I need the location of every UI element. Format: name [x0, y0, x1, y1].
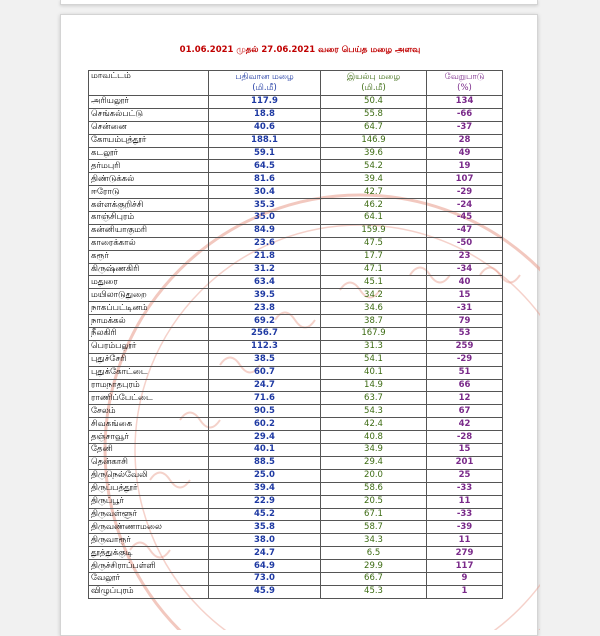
table-row [89, 405, 503, 418]
table-row [89, 534, 503, 547]
normal-rainfall-cell: 64.7 [321, 121, 427, 134]
actual-rainfall-cell: 256.7 [209, 328, 321, 341]
normal-rainfall-cell: 45.1 [321, 276, 427, 289]
deviation-cell: 28 [427, 134, 503, 147]
table-row [89, 560, 503, 573]
deviation-cell: -66 [427, 108, 503, 121]
district-cell: புதுச்சேரி [89, 353, 209, 366]
actual-rainfall-cell: 38.5 [209, 353, 321, 366]
normal-rainfall-cell: 29.4 [321, 456, 427, 469]
district-cell: மயிலாடுதுறை [89, 289, 209, 302]
deviation-cell: -37 [427, 121, 503, 134]
table-row [89, 431, 503, 444]
normal-rainfall-cell: 38.7 [321, 315, 427, 328]
district-cell: தூத்துக்குடி [89, 547, 209, 560]
table-row [89, 444, 503, 457]
actual-rainfall-cell: 188.1 [209, 134, 321, 147]
district-cell: கன்னியாகுமரி [89, 224, 209, 237]
district-cell: சேலம் [89, 405, 209, 418]
previous-page-edge [60, 0, 538, 5]
actual-rainfall-cell: 38.0 [209, 534, 321, 547]
normal-rainfall-cell: 159.9 [321, 224, 427, 237]
actual-rainfall-cell: 60.7 [209, 366, 321, 379]
table-row [89, 469, 503, 482]
table-row [89, 121, 503, 134]
actual-rainfall-cell: 23.8 [209, 302, 321, 315]
actual-rainfall-cell: 71.6 [209, 392, 321, 405]
district-cell: திருவள்ளூர் [89, 508, 209, 521]
actual-rainfall-cell: 45.2 [209, 508, 321, 521]
table-row [89, 340, 503, 353]
deviation-cell: 51 [427, 366, 503, 379]
deviation-cell: 259 [427, 340, 503, 353]
deviation-cell: -33 [427, 482, 503, 495]
header-deviation: வேறுபாடு (%) [427, 71, 503, 96]
table-row [89, 186, 503, 199]
deviation-cell: -45 [427, 212, 503, 225]
district-cell: ஈரோடு [89, 186, 209, 199]
district-cell: திருவண்ணாமலை [89, 521, 209, 534]
normal-rainfall-cell: 39.6 [321, 147, 427, 160]
district-cell: திருச்சிராப்பள்ளி [89, 560, 209, 573]
district-cell: புதுக்கோட்டை [89, 366, 209, 379]
actual-rainfall-cell: 35.0 [209, 212, 321, 225]
table-row [89, 199, 503, 212]
actual-rainfall-cell: 112.3 [209, 340, 321, 353]
deviation-cell: 23 [427, 250, 503, 263]
actual-rainfall-cell: 63.4 [209, 276, 321, 289]
actual-rainfall-cell: 29.4 [209, 431, 321, 444]
normal-rainfall-cell: 58.6 [321, 482, 427, 495]
table-row [89, 418, 503, 431]
table-row [89, 224, 503, 237]
table-row [89, 160, 503, 173]
district-cell: ராமநாதபுரம் [89, 379, 209, 392]
normal-rainfall-cell: 34.2 [321, 289, 427, 302]
normal-rainfall-cell: 34.6 [321, 302, 427, 315]
table-row [89, 302, 503, 315]
actual-rainfall-cell: 64.5 [209, 160, 321, 173]
deviation-cell: 134 [427, 96, 503, 109]
deviation-cell: 53 [427, 328, 503, 341]
actual-rainfall-cell: 39.5 [209, 289, 321, 302]
district-cell: திருநெல்வேலி [89, 469, 209, 482]
deviation-cell: 79 [427, 315, 503, 328]
district-cell: திருப்பத்தூர் [89, 482, 209, 495]
district-cell: திருவாரூர் [89, 534, 209, 547]
table-row [89, 315, 503, 328]
normal-rainfall-cell: 17.7 [321, 250, 427, 263]
normal-rainfall-cell: 6.5 [321, 547, 427, 560]
district-cell: திருப்பூர் [89, 495, 209, 508]
deviation-cell: 107 [427, 173, 503, 186]
deviation-cell: 1 [427, 585, 503, 598]
normal-rainfall-cell: 54.1 [321, 353, 427, 366]
deviation-cell: 279 [427, 547, 503, 560]
actual-rainfall-cell: 69.2 [209, 315, 321, 328]
deviation-cell: -29 [427, 353, 503, 366]
normal-rainfall-cell: 40.8 [321, 431, 427, 444]
actual-rainfall-cell: 24.7 [209, 379, 321, 392]
table-row [89, 147, 503, 160]
district-cell: தேனி [89, 444, 209, 457]
header-district: மாவட்டம் [89, 71, 209, 96]
normal-rainfall-cell: 34.9 [321, 444, 427, 457]
actual-rainfall-cell: 73.0 [209, 572, 321, 585]
normal-rainfall-cell: 63.7 [321, 392, 427, 405]
actual-rainfall-cell: 64.9 [209, 560, 321, 573]
actual-rainfall-cell: 25.0 [209, 469, 321, 482]
actual-rainfall-cell: 22.9 [209, 495, 321, 508]
table-row [89, 585, 503, 598]
table-row [89, 212, 503, 225]
district-cell: கடலூர் [89, 147, 209, 160]
table-row [89, 456, 503, 469]
deviation-cell: -33 [427, 508, 503, 521]
deviation-cell: 42 [427, 418, 503, 431]
normal-rainfall-cell: 39.4 [321, 173, 427, 186]
actual-rainfall-cell: 23.6 [209, 237, 321, 250]
district-cell: திண்டுக்கல் [89, 173, 209, 186]
table-row [89, 547, 503, 560]
normal-rainfall-cell: 167.9 [321, 328, 427, 341]
district-cell: கள்ளக்குறிச்சி [89, 199, 209, 212]
district-cell: கரூர் [89, 250, 209, 263]
table-row [89, 289, 503, 302]
district-cell: கோயம்புத்தூர் [89, 134, 209, 147]
deviation-cell: 201 [427, 456, 503, 469]
normal-rainfall-cell: 20.0 [321, 469, 427, 482]
district-cell: மதுரை [89, 276, 209, 289]
normal-rainfall-cell: 50.4 [321, 96, 427, 109]
deviation-cell: 40 [427, 276, 503, 289]
table-row [89, 173, 503, 186]
deviation-cell: 9 [427, 572, 503, 585]
normal-rainfall-cell: 29.9 [321, 560, 427, 573]
actual-rainfall-cell: 45.9 [209, 585, 321, 598]
actual-rainfall-cell: 117.9 [209, 96, 321, 109]
actual-rainfall-cell: 84.9 [209, 224, 321, 237]
table-row [89, 392, 503, 405]
district-cell: காஞ்சிபுரம் [89, 212, 209, 225]
normal-rainfall-cell: 66.7 [321, 572, 427, 585]
normal-rainfall-cell: 45.3 [321, 585, 427, 598]
district-cell: ராணிப்பேட்டை [89, 392, 209, 405]
table-row [89, 108, 503, 121]
deviation-cell: 15 [427, 444, 503, 457]
deviation-cell: 11 [427, 534, 503, 547]
normal-rainfall-cell: 54.3 [321, 405, 427, 418]
district-cell: செங்கல்பட்டு [89, 108, 209, 121]
normal-rainfall-cell: 31.3 [321, 340, 427, 353]
actual-rainfall-cell: 60.2 [209, 418, 321, 431]
district-cell: நீலகிரி [89, 328, 209, 341]
normal-rainfall-cell: 40.1 [321, 366, 427, 379]
table-row [89, 134, 503, 147]
deviation-cell: -34 [427, 263, 503, 276]
normal-rainfall-cell: 146.9 [321, 134, 427, 147]
deviation-cell: 66 [427, 379, 503, 392]
actual-rainfall-cell: 21.8 [209, 250, 321, 263]
deviation-cell: -31 [427, 302, 503, 315]
normal-rainfall-cell: 20.5 [321, 495, 427, 508]
deviation-cell: -24 [427, 199, 503, 212]
table-row [89, 482, 503, 495]
district-cell: சிவகங்கை [89, 418, 209, 431]
report-title: 01.06.2021 முதல் 27.06.2021 வரை பெய்த மழை அளவு [179, 45, 421, 55]
table-row [89, 508, 503, 521]
deviation-cell: 25 [427, 469, 503, 482]
table-row [89, 521, 503, 534]
table-row [89, 366, 503, 379]
district-cell: அரியலூர் [89, 96, 209, 109]
deviation-cell: -39 [427, 521, 503, 534]
normal-rainfall-cell: 47.1 [321, 263, 427, 276]
deviation-cell: 12 [427, 392, 503, 405]
normal-rainfall-cell: 42.7 [321, 186, 427, 199]
district-cell: நாமக்கல் [89, 315, 209, 328]
table-row [89, 263, 503, 276]
district-cell: சென்னை [89, 121, 209, 134]
deviation-cell: 67 [427, 405, 503, 418]
district-cell: கிருஷ்ணகிரி [89, 263, 209, 276]
normal-rainfall-cell: 14.9 [321, 379, 427, 392]
district-cell: காரைக்கால் [89, 237, 209, 250]
header-normal-rainfall: இயல்பு மழை (மி.மீ) [321, 71, 427, 96]
actual-rainfall-cell: 40.1 [209, 444, 321, 457]
district-cell: தஞ்சாவூர் [89, 431, 209, 444]
normal-rainfall-cell: 42.4 [321, 418, 427, 431]
actual-rainfall-cell: 59.1 [209, 147, 321, 160]
district-cell: வேலூர் [89, 572, 209, 585]
deviation-cell: -47 [427, 224, 503, 237]
district-cell: தர்மபுரி [89, 160, 209, 173]
table-row [89, 96, 503, 109]
table-row [89, 572, 503, 585]
rainfall-table [88, 70, 503, 599]
table-row [89, 353, 503, 366]
actual-rainfall-cell: 30.4 [209, 186, 321, 199]
deviation-cell: 19 [427, 160, 503, 173]
deviation-cell: -50 [427, 237, 503, 250]
normal-rainfall-cell: 47.5 [321, 237, 427, 250]
actual-rainfall-cell: 90.5 [209, 405, 321, 418]
actual-rainfall-cell: 18.8 [209, 108, 321, 121]
normal-rainfall-cell: 46.2 [321, 199, 427, 212]
table-row [89, 237, 503, 250]
normal-rainfall-cell: 67.1 [321, 508, 427, 521]
district-cell: நாகப்பட்டினம் [89, 302, 209, 315]
actual-rainfall-cell: 39.4 [209, 482, 321, 495]
table-row [89, 495, 503, 508]
district-cell: விழுப்புரம் [89, 585, 209, 598]
normal-rainfall-cell: 64.1 [321, 212, 427, 225]
deviation-cell: -29 [427, 186, 503, 199]
deviation-cell: -28 [427, 431, 503, 444]
normal-rainfall-cell: 54.2 [321, 160, 427, 173]
deviation-cell: 49 [427, 147, 503, 160]
deviation-cell: 11 [427, 495, 503, 508]
normal-rainfall-cell: 58.7 [321, 521, 427, 534]
deviation-cell: 117 [427, 560, 503, 573]
deviation-cell: 15 [427, 289, 503, 302]
table-header-row [89, 71, 503, 96]
actual-rainfall-cell: 31.2 [209, 263, 321, 276]
district-cell: தென்காசி [89, 456, 209, 469]
actual-rainfall-cell: 81.6 [209, 173, 321, 186]
table-row [89, 379, 503, 392]
table-row [89, 276, 503, 289]
header-actual-rainfall: பதிவான மழை (மி.மீ) [209, 71, 321, 96]
actual-rainfall-cell: 24.7 [209, 547, 321, 560]
table-row [89, 250, 503, 263]
table-row [89, 328, 503, 341]
actual-rainfall-cell: 35.8 [209, 521, 321, 534]
actual-rainfall-cell: 88.5 [209, 456, 321, 469]
district-cell: பெரம்பலூர் [89, 340, 209, 353]
actual-rainfall-cell: 35.3 [209, 199, 321, 212]
normal-rainfall-cell: 34.3 [321, 534, 427, 547]
normal-rainfall-cell: 55.8 [321, 108, 427, 121]
actual-rainfall-cell: 40.6 [209, 121, 321, 134]
